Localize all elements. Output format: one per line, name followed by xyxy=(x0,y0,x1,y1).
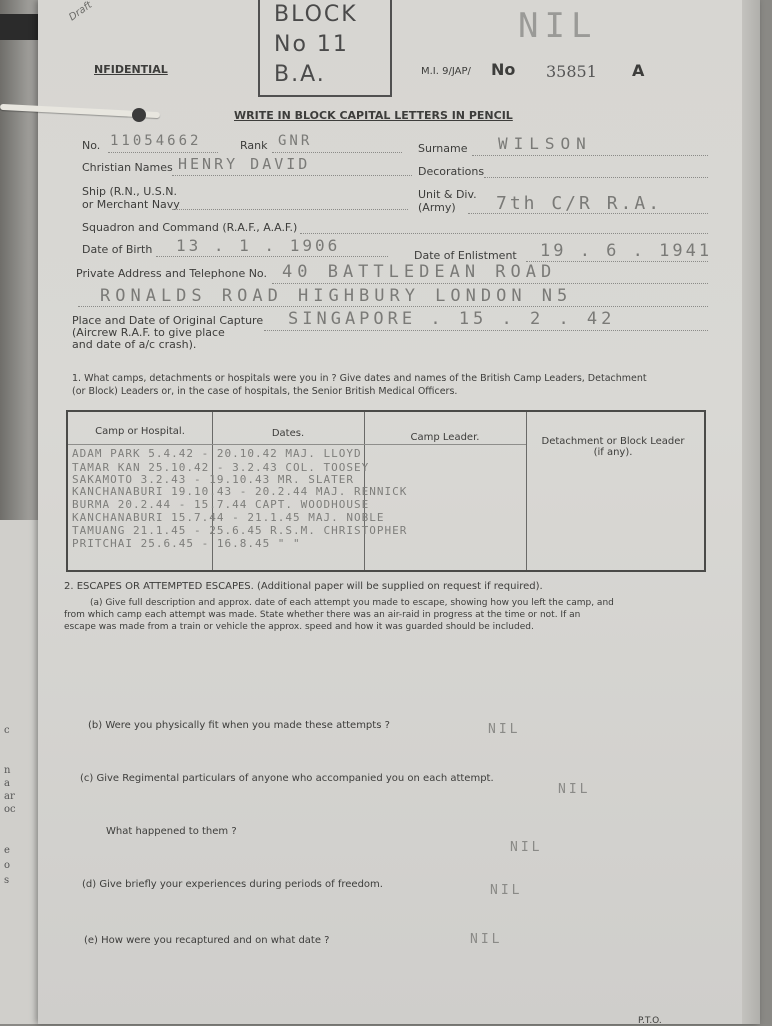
block-stamp xyxy=(258,0,392,97)
address-label: Private Address and Telephone No. xyxy=(76,267,267,280)
question-2a-line-2: from which camp each attempt was made. State whether there was an air-raid in progress at the time or not. If an xyxy=(64,610,581,620)
question-2e: (e) How were you recaptured and on what date ? xyxy=(84,935,330,946)
capture-value: SINGAPORE . 15 . 2 . 42 xyxy=(288,309,616,329)
surname-label: Surname xyxy=(418,142,468,155)
question-2b: (b) Were you physically fit when you made these attempts ? xyxy=(88,720,390,731)
underlying-page xyxy=(0,520,40,1024)
dob-value: 13 . 1 . 1906 xyxy=(176,236,341,255)
dob-label: Date of Birth xyxy=(82,243,153,256)
ship-label: Ship (R.N., U.S.N. xyxy=(82,185,177,198)
handwritten-nil: NIL xyxy=(518,6,598,46)
table-row: BURMA 20.2.44 - 15.7.44 CAPT. WOODHOUSE xyxy=(72,498,370,511)
underlying-char: e xyxy=(4,845,10,856)
unit-label-2: (Army) xyxy=(418,201,456,214)
enlistment-value: 19 . 6 . 1941 xyxy=(540,241,713,261)
stamp-line-2: No 11 xyxy=(274,32,349,57)
underlying-char: s xyxy=(4,875,10,886)
table-header-detachment-leader: Detachment or Block Leader (if any). xyxy=(541,436,685,458)
table-row: KANCHANABURI 19.10.43 - 20.2.44 MAJ. RENNICK xyxy=(72,485,408,498)
underlying-char: c xyxy=(4,725,10,736)
form-number: 35851 xyxy=(546,62,597,81)
stamp-line-3: B.A. xyxy=(274,62,326,87)
unit-label: Unit & Div. xyxy=(418,188,477,201)
christian-names-label: Christian Names xyxy=(82,161,173,174)
enlistment-label: Date of Enlistment xyxy=(414,249,517,262)
capture-label: Place and Date of Original Capture xyxy=(72,314,264,327)
unit-value: 7th C/R R.A. xyxy=(496,193,663,214)
table-header-camp: Camp or Hospital. xyxy=(95,426,185,437)
form-suffix: A xyxy=(632,61,645,80)
form-sheet xyxy=(38,0,760,1024)
table-header-camp-leader: Camp Leader. xyxy=(410,432,480,443)
question-2c: (c) Give Regimental particulars of anyone who accompanied you on each attempt. xyxy=(80,773,494,784)
table-rule xyxy=(68,444,526,445)
answer-2e: NIL xyxy=(470,932,503,947)
pto-note: P.T.O. xyxy=(638,1016,662,1026)
form-reference: M.I. 9/JAP/ xyxy=(421,66,471,77)
answer-2c-followup: NIL xyxy=(510,840,543,855)
underlying-char: a xyxy=(4,778,10,789)
camps-table xyxy=(66,410,706,572)
underlying-char: ar xyxy=(4,791,15,802)
number-label: No xyxy=(491,60,516,79)
question-1-line-1: 1. What camps, detachments or hospitals were you in ? Give dates and names of the British Camp Leaders, Detachment xyxy=(72,373,647,384)
address-value-1: 40 BATTLEDEAN ROAD xyxy=(282,262,557,282)
instruction-heading: WRITE IN BLOCK CAPITAL LETTERS IN PENCIL xyxy=(234,109,513,122)
question-2a-line-1: (a) Give full description and approx. date of each attempt you made to escape, showing how you left the camp, and xyxy=(90,598,614,608)
stamp-line-1: BLOCK xyxy=(274,2,358,27)
corner-note: Draft xyxy=(67,0,95,24)
sheet-edge xyxy=(742,0,760,1024)
service-no-value: 11054662 xyxy=(110,133,202,149)
table-row: TAMAR KAN 25.10.42 - 3.2.43 COL. TOOSEY xyxy=(72,461,370,474)
service-no-label: No. xyxy=(82,139,101,152)
decorations-label: Decorations xyxy=(418,165,485,178)
table-row: KANCHANABURI 15.7.44 - 21.1.45 MAJ. NOBLE xyxy=(72,511,385,524)
table-row: SAKAMOTO 3.2.43 - 19.10.43 MR. SLATER xyxy=(72,473,355,486)
question-2-title: 2. ESCAPES OR ATTEMPTED ESCAPES. (Additional paper will be supplied on request if required). xyxy=(64,581,543,592)
answer-2b: NIL xyxy=(488,722,521,737)
confidential-label: NFIDENTIAL xyxy=(94,63,168,76)
address-value-2: RONALDS ROAD HIGHBURY LONDON N5 xyxy=(100,286,573,306)
capture-label-3: and date of a/c crash). xyxy=(72,338,197,351)
question-2d: (d) Give briefly your experiences during periods of freedom. xyxy=(82,879,383,890)
table-row: PRITCHAI 25.6.45 - 16.8.45 " " xyxy=(72,537,301,550)
underlying-char: n xyxy=(4,765,11,776)
table-column-divider xyxy=(526,412,527,570)
underlying-char: oc xyxy=(4,804,16,815)
surname-value: WILSON xyxy=(498,134,592,153)
answer-2d: NIL xyxy=(490,883,523,898)
string-knot xyxy=(132,108,146,122)
question-2c-followup: What happened to them ? xyxy=(106,826,237,837)
squadron-label: Squadron and Command (R.A.F., A.A.F.) xyxy=(82,221,298,234)
question-2a-line-3: escape was made from a train or vehicle the approx. speed and how it was guarded should be included. xyxy=(64,622,534,632)
capture-label-2: (Aircrew R.A.F. to give place xyxy=(72,326,225,339)
rank-label: Rank xyxy=(240,139,268,152)
answer-2c: NIL xyxy=(558,782,591,797)
table-row: ADAM PARK 5.4.42 - 20.10.42 MAJ. LLOYD xyxy=(72,447,362,460)
question-1-line-2: (or Block) Leaders or, in the case of hospitals, the Senior British Medical Officers. xyxy=(72,386,458,397)
table-header-dates: Dates. xyxy=(271,428,305,439)
rank-value: GNR xyxy=(278,133,313,149)
christian-names-value: HENRY DAVID xyxy=(178,155,311,173)
underlying-char: o xyxy=(4,860,11,871)
ship-label-2: or Merchant Navy xyxy=(82,198,180,211)
table-row: TAMUANG 21.1.45 - 25.6.45 R.S.M. CHRISTOPHER xyxy=(72,524,408,537)
